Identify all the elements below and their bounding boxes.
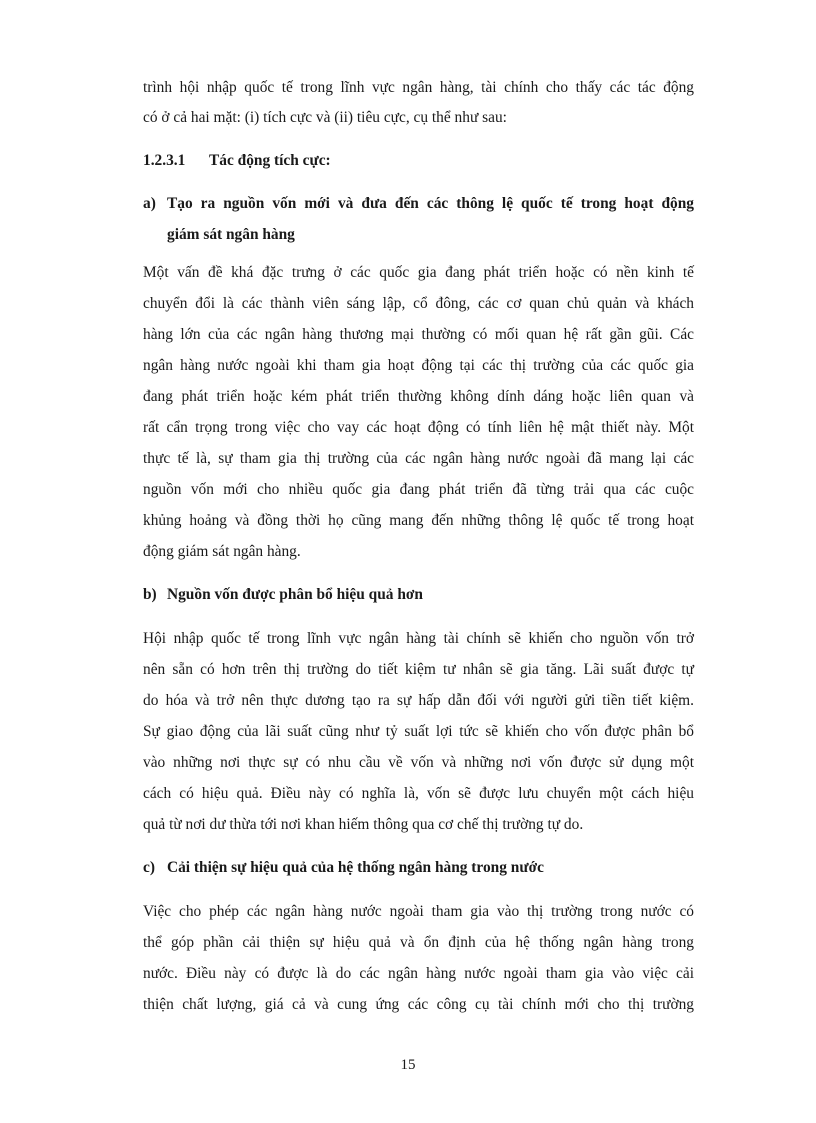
item-a-para-line-9: khủng hoảng và đồng thời họ cũng mang đến những thông lệ quốc tế trong hoạt — [143, 512, 694, 529]
item-a-para-line-3: hàng lớn của các ngân hàng thương mại thường có mối quan hệ rất gần gũi. Các — [143, 326, 694, 343]
intro-line-1: trình hội nhập quốc tế trong lĩnh vực ngân hàng, tài chính cho thấy các tác động — [143, 79, 694, 96]
item-a-para-line-10: động giám sát ngân hàng. — [143, 543, 301, 560]
item-c-heading-text: Cải thiện sự hiệu quả của hệ thống ngân hàng trong nước — [167, 859, 544, 876]
item-b-para-line-5: vào những nơi thực sự có nhu cầu về vốn và những nơi vốn được sử dụng một — [143, 754, 694, 771]
item-a-para-line-7: thực tế là, sự tham gia thị trường của các ngân hàng nước ngoài đã mang lại các — [143, 450, 694, 467]
item-b-para-line-1: Hội nhập quốc tế trong lĩnh vực ngân hàng tài chính sẽ khiến cho nguồn vốn trở — [143, 630, 694, 647]
item-a-heading-text-1: Tạo ra nguồn vốn mới và đưa đến các thông lệ quốc tế trong hoạt động — [167, 195, 694, 212]
item-c-marker: c) — [143, 859, 155, 876]
item-a-para-line-2: chuyển đổi là các thành viên sáng lập, cổ đông, các cơ quan chủ quản và khách — [143, 295, 694, 312]
item-a-para-line-5: đang phát triển hoặc kém phát triển thường không dính dáng hoặc liên quan và — [143, 388, 694, 405]
item-b-para-line-4: Sự giao động của lãi suất cũng như tỷ suất lợi tức sẽ khiến cho vốn được phân bổ — [143, 723, 694, 740]
item-a-para-line-4: ngân hàng nước ngoài khi tham gia hoạt động tại các thị trường của các quốc gia — [143, 357, 694, 374]
page-number: 15 — [400, 1057, 416, 1073]
intro-line-2: có ở cả hai mặt: (i) tích cực và (ii) tiêu cực, cụ thể như sau: — [143, 109, 507, 126]
item-a-marker: a) — [143, 195, 156, 212]
section-heading — [143, 151, 694, 171]
item-a-heading-line-1 — [143, 194, 694, 214]
item-b-para-line-2: nên sẵn có hơn trên thị trường do tiết kiệm tư nhân sẽ gia tăng. Lãi suất được tự — [143, 661, 694, 678]
item-b-heading-text: Nguồn vốn được phân bổ hiệu quả hơn — [167, 586, 423, 603]
item-c-heading — [143, 858, 694, 878]
item-a-para-line-1: Một vấn đề khá đặc trưng ở các quốc gia đang phát triển hoặc có nền kinh tế — [143, 264, 694, 281]
item-a-heading-line-2: giám sát ngân hàng — [167, 226, 295, 243]
item-b-para-line-7: quả từ nơi dư thừa tới nơi khan hiếm thông qua cơ chế thị trường tự do. — [143, 816, 584, 833]
item-c-para-line-3: nước. Điều này có được là do các ngân hàng nước ngoài tham gia vào việc cải — [143, 965, 694, 982]
item-b-heading — [143, 585, 694, 605]
item-a-para-line-6: rất cẩn trọng trong việc cho vay các hoạt động có tính liên hệ mật thiết này. Một — [143, 419, 694, 436]
item-c-para-line-4: thiện chất lượng, giá cả và cung ứng các công cụ tài chính mới cho thị trường — [143, 996, 694, 1013]
item-b-marker: b) — [143, 586, 157, 603]
item-c-para-line-2: thể góp phần cải thiện sự hiệu quả và ổn định của hệ thống ngân hàng trong — [143, 934, 694, 951]
item-b-para-line-6: cách có hiệu quả. Điều này có nghĩa là, vốn sẽ được lưu chuyển một cách hiệu — [143, 785, 694, 802]
item-b-para-line-3: do hóa và trở nên thực dương tạo ra sự hấp dẫn đối với người gửi tiền tiết kiệm. — [143, 692, 694, 709]
section-number: 1.2.3.1 — [143, 152, 186, 169]
item-c-para-line-1: Việc cho phép các ngân hàng nước ngoài tham gia vào thị trường trong nước có — [143, 903, 694, 920]
section-title: Tác động tích cực: — [209, 152, 331, 169]
item-a-para-line-8: nguồn vốn mới cho nhiều quốc gia đang phát triển đã từng trải qua các cuộc — [143, 481, 694, 498]
